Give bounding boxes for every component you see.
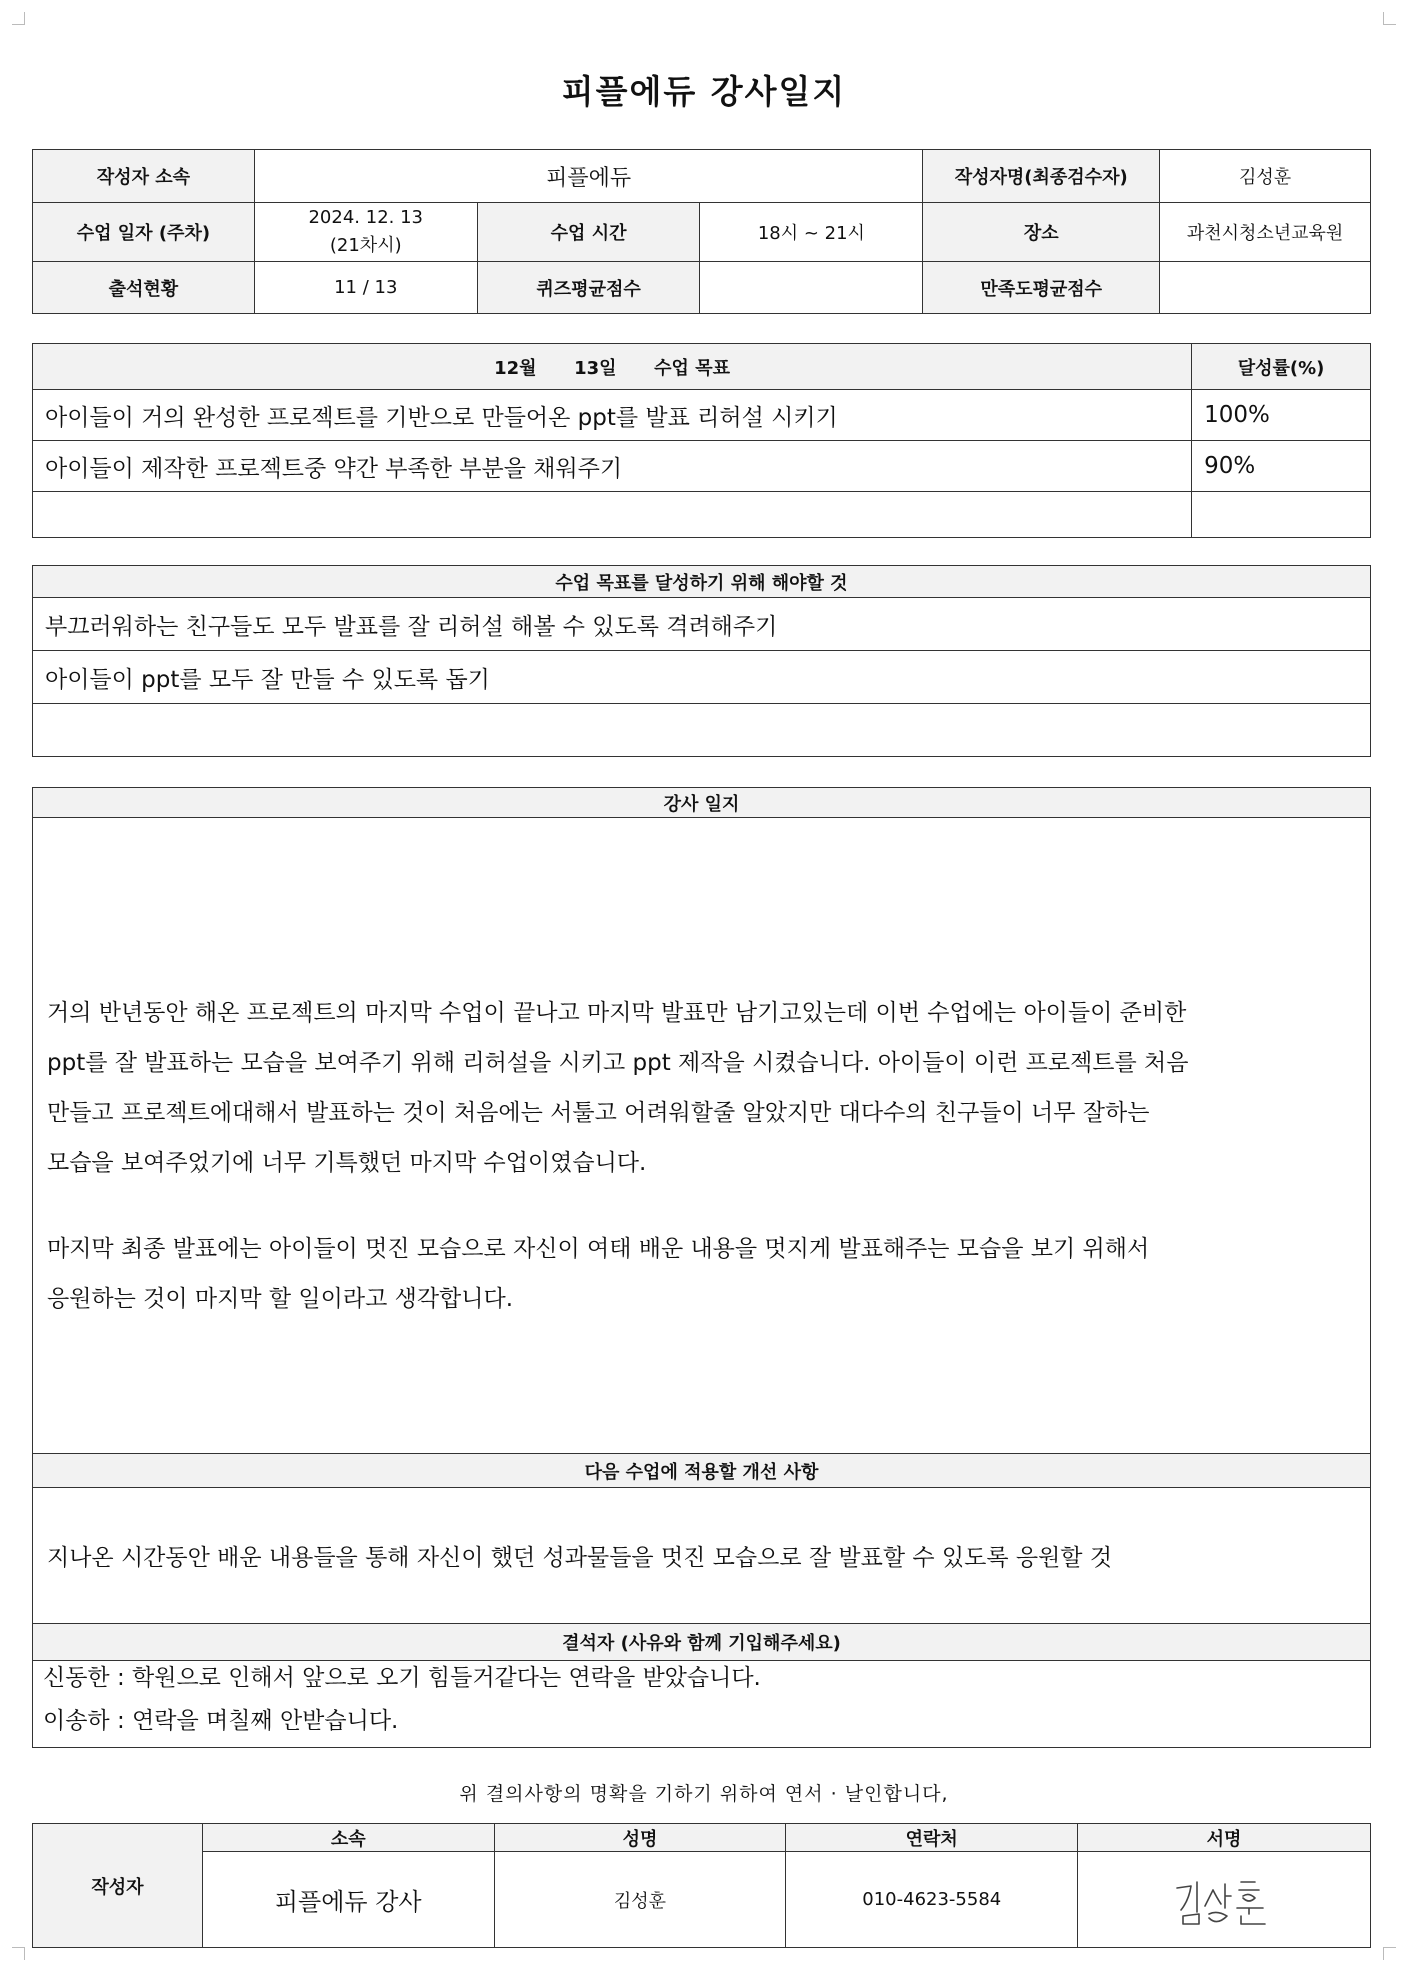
class-time-label: 수업 시간 bbox=[477, 203, 700, 262]
signature-contact-value: 010-4623-5584 bbox=[786, 1852, 1078, 1948]
class-goals-table bbox=[32, 343, 1371, 538]
goal-rate: 100% bbox=[1192, 390, 1371, 441]
goal-actions-table bbox=[32, 565, 1371, 757]
log-line: 마지막 최종 발표에는 아이들이 멋진 모습으로 자신이 여태 배운 내용을 멋지게 발표해주는 모습을 보기 위해서 bbox=[47, 1236, 1150, 1262]
location-label: 장소 bbox=[923, 203, 1160, 262]
info-table bbox=[32, 149, 1371, 314]
signature-contact-label: 연락처 bbox=[786, 1824, 1078, 1852]
signature-affiliation-value: 피플에듀 강사 bbox=[202, 1852, 494, 1948]
signature-sign-label: 서명 bbox=[1078, 1824, 1371, 1852]
instructor-log-body bbox=[33, 818, 1371, 1454]
log-line: 모습을 보여주었기에 너무 기특했던 마지막 수업이였습니다. bbox=[47, 1150, 647, 1176]
crop-mark-bottom-right bbox=[1383, 1947, 1396, 1960]
absentees-header: 결석자 (사유와 함께 기입해주세요) bbox=[33, 1624, 1371, 1661]
instructor-log-table bbox=[32, 787, 1371, 1748]
author-name-value: 김성훈 bbox=[1160, 150, 1371, 203]
goal-action-item: 아이들이 ppt를 모두 잘 만들 수 있도록 돕기 bbox=[33, 651, 1371, 704]
attendance-value: 11 / 13 bbox=[254, 262, 477, 314]
satisfaction-avg-label: 만족도평균점수 bbox=[923, 262, 1160, 314]
absentees-list bbox=[33, 1661, 1371, 1748]
declaration-text: 위 결의사항의 명확을 기하기 위하여 연서 · 날인합니다, bbox=[459, 1783, 949, 1805]
crop-mark-top-left bbox=[12, 12, 25, 25]
class-date-label: 수업 일자 (주차) bbox=[33, 203, 255, 262]
class-date: 2024. 12. 13 bbox=[308, 207, 423, 228]
goal-item: 아이들이 제작한 프로젝트중 약간 부족한 부분을 채워주기 bbox=[33, 441, 1192, 492]
log-line: 만들고 프로젝트에대해서 발표하는 것이 처음에는 서툴고 어려워할줄 알았지만 대다수의 친구들이 너무 잘하는 bbox=[47, 1100, 1150, 1126]
absentee-item: 이송하 : 연락을 며칠째 안받습니다. bbox=[43, 1708, 399, 1734]
quiz-avg-label: 퀴즈평균점수 bbox=[477, 262, 700, 314]
document-title: 피플에듀 강사일지 bbox=[561, 72, 847, 111]
crop-mark-bottom-left bbox=[12, 1947, 25, 1960]
log-line: 응원하는 것이 마지막 할 일이라고 생각합니다. bbox=[47, 1286, 514, 1312]
location-value: 과천시청소년교육원 bbox=[1160, 203, 1371, 262]
satisfaction-avg-value bbox=[1160, 262, 1371, 314]
signature-name-label: 성명 bbox=[494, 1824, 786, 1852]
goal-rate bbox=[1192, 492, 1371, 538]
handwritten-signature bbox=[1078, 1852, 1371, 1948]
improvement-header: 다음 수업에 적용할 개선 사항 bbox=[33, 1454, 1371, 1488]
goals-rate-header: 달성률(%) bbox=[1192, 344, 1371, 390]
instructor-log-header: 강사 일지 bbox=[33, 788, 1371, 818]
goals-header: 12월 13일 수업 목표 bbox=[33, 344, 1192, 390]
signature-name-value: 김성훈 bbox=[494, 1852, 786, 1948]
goal-action-item bbox=[33, 704, 1371, 757]
author-affiliation-label: 작성자 소속 bbox=[33, 150, 255, 203]
quiz-avg-value bbox=[700, 262, 923, 314]
class-time-value: 18시 ~ 21시 bbox=[700, 203, 923, 262]
goal-rate: 90% bbox=[1192, 441, 1371, 492]
log-line: ppt를 잘 발표하는 모습을 보여주기 위해 리허설을 시키고 ppt 제작을 시켰습니다. 아이들이 이런 프로젝트를 처음 bbox=[47, 1050, 1189, 1076]
signature-row-label: 작성자 bbox=[33, 1824, 203, 1948]
goal-item bbox=[33, 492, 1192, 538]
class-date-value bbox=[254, 203, 477, 262]
author-affiliation-value: 피플에듀 bbox=[254, 150, 922, 203]
goal-actions-header: 수업 목표를 달성하기 위해 해야할 것 bbox=[33, 566, 1371, 598]
attendance-label: 출석현황 bbox=[33, 262, 255, 314]
crop-mark-top-right bbox=[1383, 12, 1396, 25]
goal-item: 아이들이 거의 완성한 프로젝트를 기반으로 만들어온 ppt를 발표 리허설 시키기 bbox=[33, 390, 1192, 441]
absentee-item: 신동한 : 학원으로 인해서 앞으로 오기 힘들거같다는 연락을 받았습니다. bbox=[43, 1665, 761, 1691]
signature-scribble-icon bbox=[1169, 1872, 1279, 1928]
class-week: (21차시) bbox=[329, 235, 402, 256]
author-name-label: 작성자명(최종검수자) bbox=[923, 150, 1160, 203]
signature-affiliation-label: 소속 bbox=[202, 1824, 494, 1852]
improvement-text: 지나온 시간동안 배운 내용들을 통해 자신이 했던 성과물들을 멋진 모습으로 잘 발표할 수 있도록 응원할 것 bbox=[33, 1488, 1371, 1624]
log-line: 거의 반년동안 해온 프로젝트의 마지막 수업이 끝나고 마지막 발표만 남기고있는데 이번 수업에는 아이들이 준비한 bbox=[47, 1000, 1187, 1026]
signature-table bbox=[32, 1823, 1371, 1948]
goal-action-item: 부끄러워하는 친구들도 모두 발표를 잘 리허설 해볼 수 있도록 격려해주기 bbox=[33, 598, 1371, 651]
